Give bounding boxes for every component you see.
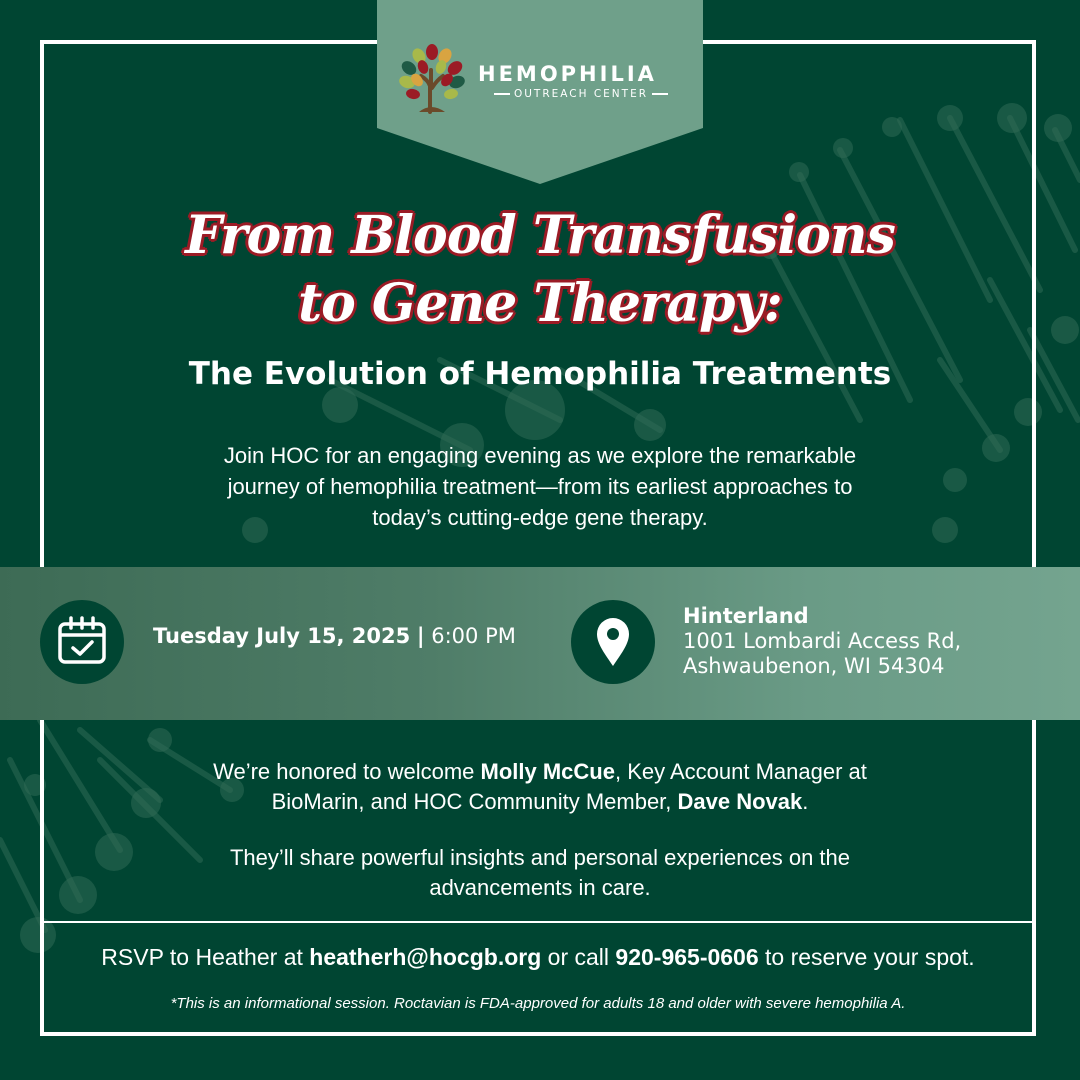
welcome-text-1: We’re honored to welcome (213, 759, 481, 784)
speaker-2-name: Dave Novak (677, 789, 803, 814)
event-subtitle: The Evolution of Hemophilia Treatments (188, 356, 892, 392)
share-line-2: advancements in care. (429, 875, 651, 900)
venue-name: Hinterland (683, 604, 809, 628)
intro-paragraph (140, 440, 940, 533)
rsvp-text-1: RSVP to Heather at (101, 944, 310, 970)
tree-logo-icon (395, 40, 469, 114)
share-line-1: They’ll share powerful insights and personal experiences on the (229, 845, 851, 870)
map-pin-icon (571, 600, 655, 684)
location-badge (571, 600, 655, 684)
welcome-text-2: , Key Account Manager at (614, 759, 867, 784)
intro-line-3: today’s cutting-edge gene therapy. (372, 505, 708, 530)
disclaimer: *This is an informational session. Roctavian is FDA-approved for adults 18 and older with severe hemophilia A. (170, 995, 906, 1012)
rsvp-email[interactable]: heatherh@hocgb.org (309, 944, 542, 970)
rsvp-phone[interactable]: 920-965-0606 (615, 944, 759, 970)
calendar-badge (40, 600, 124, 684)
event-title-line-2: to Gene Therapy: (298, 273, 782, 334)
speakers-paragraph (120, 757, 960, 817)
speaker-1-name: Molly McCue (480, 759, 615, 784)
event-title-line-1: From Blood Transfusions (185, 205, 895, 266)
venue-address-line-2: Ashwaubenon, WI 54304 (683, 654, 945, 678)
divider (44, 921, 1032, 923)
event-date: Tuesday July 15, 2025 (153, 624, 411, 648)
intro-line-1: Join HOC for an engaging evening as we explore the remarkable (223, 443, 857, 468)
event-title (60, 202, 1020, 338)
rsvp-line (44, 944, 1032, 971)
logo-subtitle-text: OUTREACH CENTER (513, 88, 649, 100)
calendar-check-icon (40, 600, 124, 684)
rsvp-text-2: or call (541, 944, 616, 970)
date-time-separator: | (416, 624, 425, 648)
event-date-time (153, 624, 553, 648)
event-venue (683, 604, 1063, 679)
venue-address-line-1: 1001 Lombardi Access Rd, (683, 629, 962, 653)
rsvp-text-3: to reserve your spot. (758, 944, 975, 970)
intro-line-2: journey of hemophilia treatment—from its earliest approaches to (227, 474, 853, 499)
welcome-text-4: . (802, 789, 809, 814)
welcome-text-3: BioMarin, and HOC Community Member, (271, 789, 678, 814)
logo-subtitle (478, 88, 684, 100)
event-time: 6:00 PM (431, 624, 516, 648)
share-paragraph (120, 843, 960, 903)
logo-wordmark: HEMOPHILIA (478, 62, 657, 86)
